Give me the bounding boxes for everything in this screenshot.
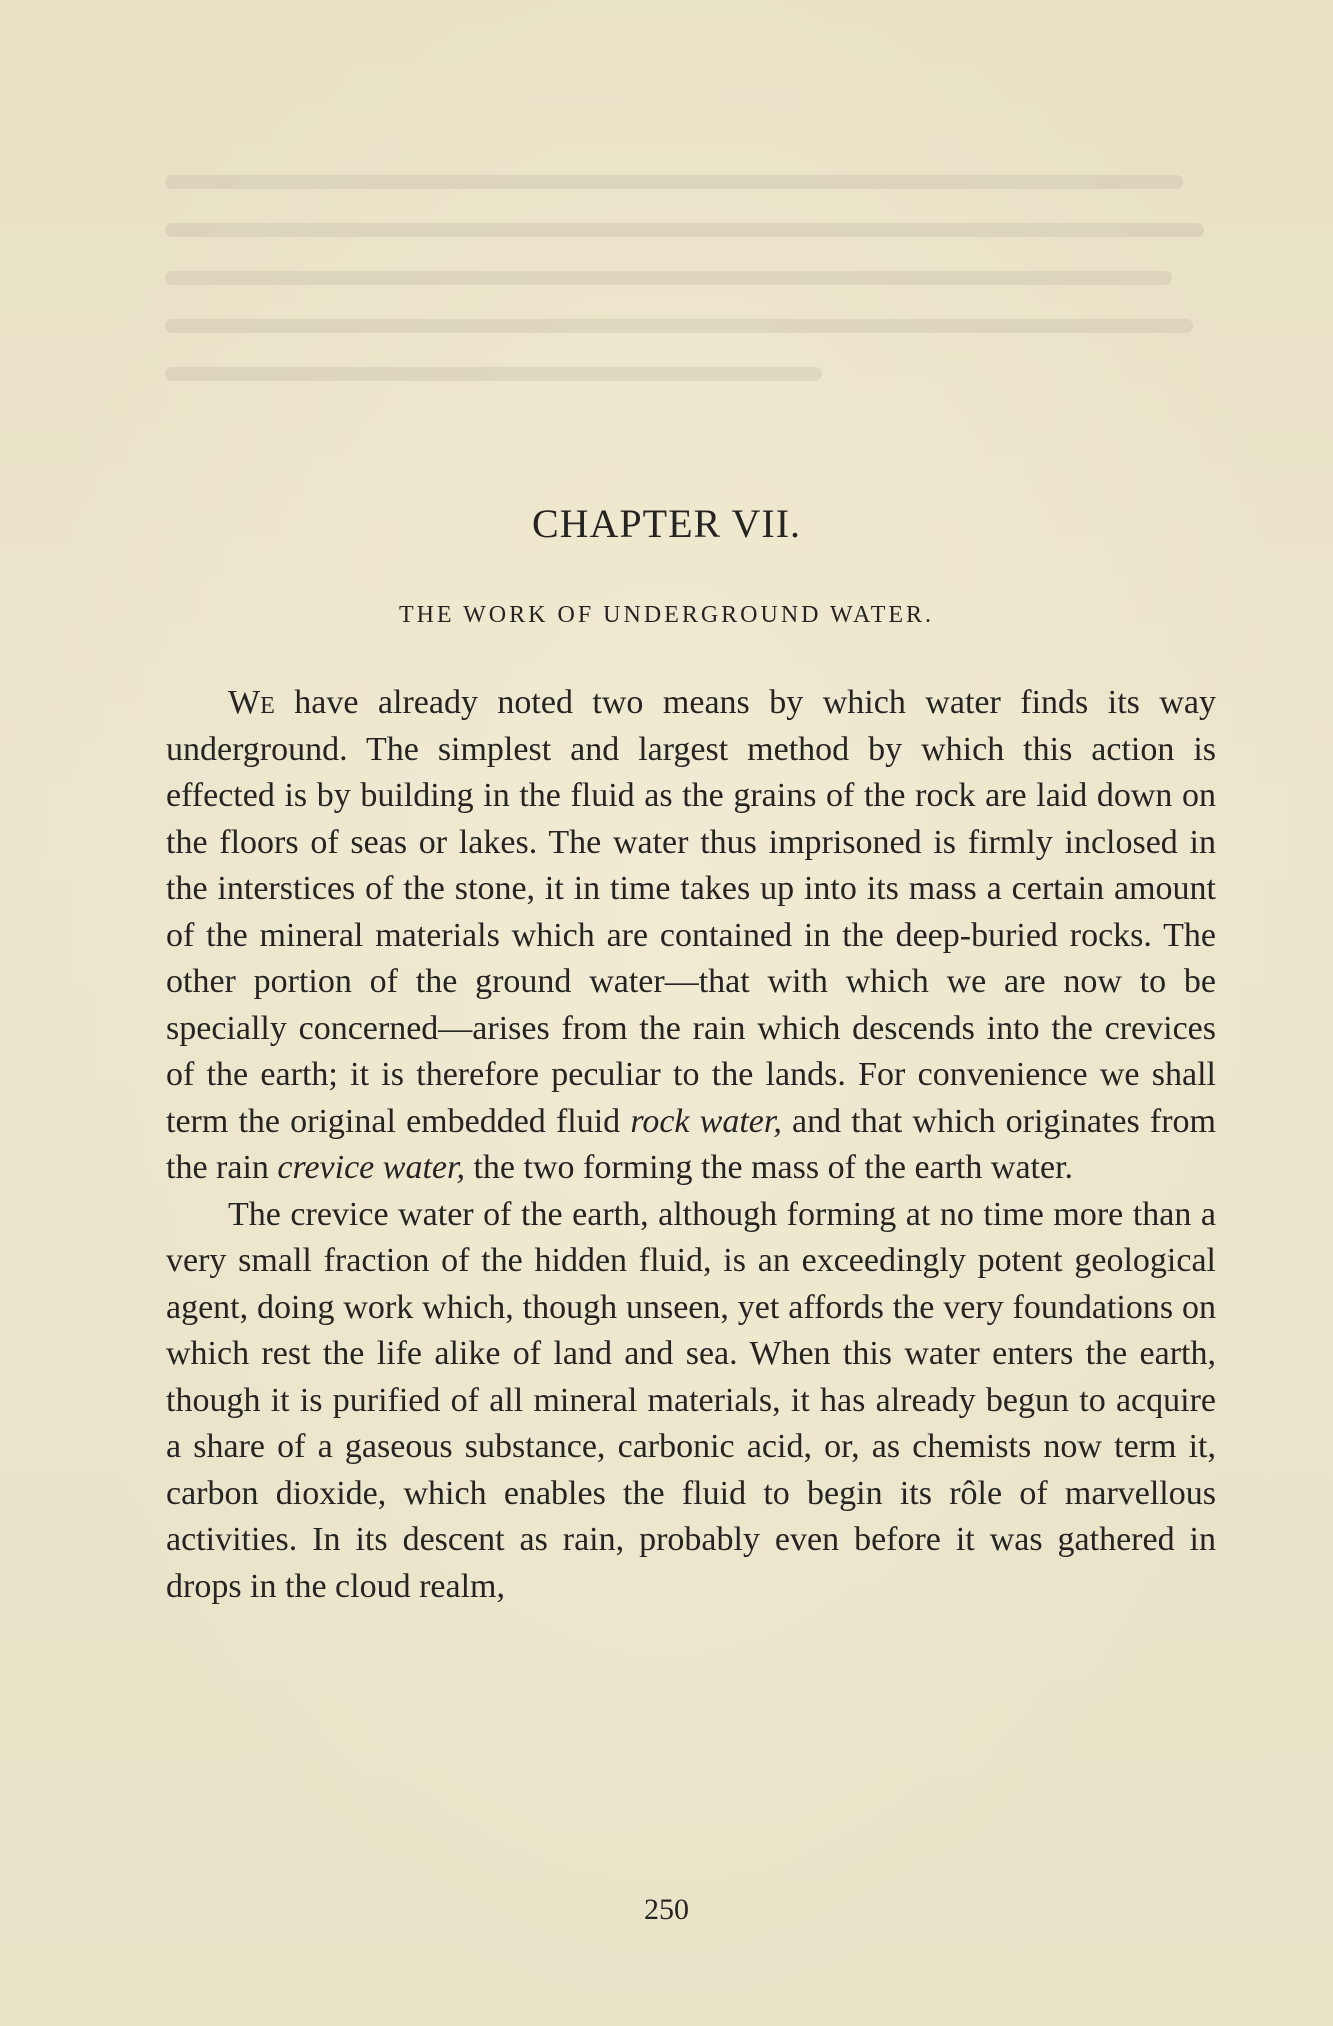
body-text: [166, 680, 1216, 1610]
paragraph: The crevice water of the earth, although forming at no time more than a very small fraction of the hidden fluid, is an exceedingly potent geological agent, doing work which, though unseen, yet affords the very foundations on which rest the life alike of land and sea. When this water enters the earth, though it is purified of all mineral materials, it has already begun to acquire a share of a gaseous substance, carbonic acid, or, as chemists now term it, carbon dioxide, which enables the fluid to begin its rôle of marvellous activities. In its descent as rain, probably even before it was gathered in drops in the cloud realm,: [166, 1195, 1216, 1605]
paragraph-text: have already noted two means by which water finds its way underground. The simplest and largest method by which this action is effected is by building in the fluid as the grains of the rock are laid down on the floors of seas or lakes. The water thus imprisoned is firmly inclosed in the interstices of the stone, it in time takes up into its mass a certain amount of the mineral materials which are contained in the deep-buried rocks. The other portion of the ground water—that with which we are now to be specially concerned—arises from the rain which descends into the crevices of the earth; it is therefore peculiar to the lands. For convenience we shall term the original embedded fluid: [166, 684, 1216, 1140]
italic-term: crevice water,: [277, 1149, 465, 1186]
paragraph-text: and that which originates from the rain: [166, 1102, 1216, 1186]
italic-term: rock water,: [630, 1102, 782, 1140]
show-through-text: [165, 175, 1225, 405]
paragraph-text: the two forming the mass of the earth water.: [464, 1149, 1074, 1186]
chapter-title: CHAPTER VII.: [531, 501, 802, 546]
chapter-subtitle: THE WORK OF UNDERGROUND WATER.: [398, 602, 935, 628]
paragraph: [166, 680, 1216, 1192]
page-number: 250: [644, 1893, 689, 1926]
paragraph-opening-word: We: [228, 684, 275, 721]
